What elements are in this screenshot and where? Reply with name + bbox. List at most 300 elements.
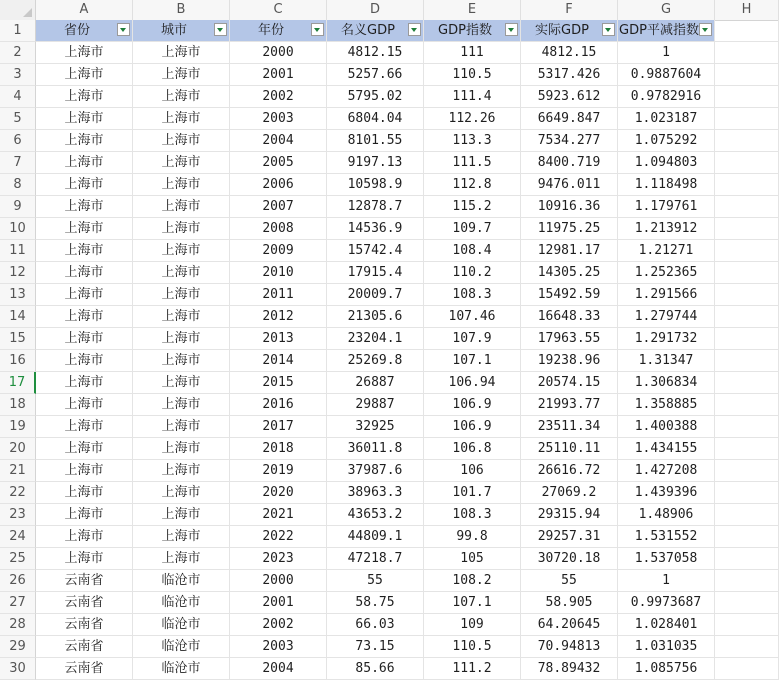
cell-b21[interactable]: 上海市 — [133, 460, 230, 482]
cell-b28[interactable]: 临沧市 — [133, 614, 230, 636]
cell-d16[interactable]: 25269.8 — [327, 350, 424, 372]
cell-a27[interactable]: 云南省 — [36, 592, 133, 614]
cell-c5[interactable]: 2003 — [230, 108, 327, 130]
cell-h19[interactable] — [715, 416, 779, 438]
cell-d28[interactable]: 66.03 — [327, 614, 424, 636]
cell-h8[interactable] — [715, 174, 779, 196]
column-header-a[interactable]: A — [36, 0, 133, 20]
cell-b20[interactable]: 上海市 — [133, 438, 230, 460]
cell-f14[interactable]: 16648.33 — [521, 306, 618, 328]
cell-c4[interactable]: 2002 — [230, 86, 327, 108]
row-header-19[interactable]: 19 — [0, 416, 36, 438]
cell-f17[interactable]: 20574.15 — [521, 372, 618, 394]
table-row — [36, 64, 779, 86]
cell-c9[interactable]: 2007 — [230, 196, 327, 218]
cell-a13[interactable]: 上海市 — [36, 284, 133, 306]
cell-c7[interactable]: 2005 — [230, 152, 327, 174]
cell-b19[interactable]: 上海市 — [133, 416, 230, 438]
cell-g8[interactable]: 1.118498 — [618, 174, 715, 196]
cell-a22[interactable]: 上海市 — [36, 482, 133, 504]
cell-c6[interactable]: 2004 — [230, 130, 327, 152]
cell-f13[interactable]: 15492.59 — [521, 284, 618, 306]
cell-g19[interactable]: 1.400388 — [618, 416, 715, 438]
cell-e3[interactable]: 110.5 — [424, 64, 521, 86]
cell-b8[interactable]: 上海市 — [133, 174, 230, 196]
row-header-9[interactable]: 9 — [0, 196, 36, 218]
row-header-27[interactable]: 27 — [0, 592, 36, 614]
cell-g28[interactable]: 1.028401 — [618, 614, 715, 636]
row-header-28[interactable]: 28 — [0, 614, 36, 636]
cell-b22[interactable]: 上海市 — [133, 482, 230, 504]
cell-a3[interactable]: 上海市 — [36, 64, 133, 86]
cell-a19[interactable]: 上海市 — [36, 416, 133, 438]
cell-d2[interactable]: 4812.15 — [327, 42, 424, 64]
row-header-14[interactable]: 14 — [0, 306, 36, 328]
cell-b29[interactable]: 临沧市 — [133, 636, 230, 658]
table-row — [36, 218, 779, 240]
cell-a25[interactable]: 上海市 — [36, 548, 133, 570]
cell-f2[interactable]: 4812.15 — [521, 42, 618, 64]
cell-a7[interactable]: 上海市 — [36, 152, 133, 174]
cell-e5[interactable]: 112.26 — [424, 108, 521, 130]
cell-e20[interactable]: 106.8 — [424, 438, 521, 460]
cell-g6[interactable]: 1.075292 — [618, 130, 715, 152]
cell-a4[interactable]: 上海市 — [36, 86, 133, 108]
cell-c30[interactable]: 2004 — [230, 658, 327, 680]
cell-f9[interactable]: 10916.36 — [521, 196, 618, 218]
row-header-29[interactable]: 29 — [0, 636, 36, 658]
cell-g21[interactable]: 1.427208 — [618, 460, 715, 482]
row-header-11[interactable]: 11 — [0, 240, 36, 262]
cell-b7[interactable]: 上海市 — [133, 152, 230, 174]
cell-h20[interactable] — [715, 438, 779, 460]
table-row — [36, 130, 779, 152]
cell-d19[interactable]: 32925 — [327, 416, 424, 438]
cell-h9[interactable] — [715, 196, 779, 218]
column-header-h[interactable]: H — [715, 0, 779, 20]
cell-a8[interactable]: 上海市 — [36, 174, 133, 196]
cell-e11[interactable]: 108.4 — [424, 240, 521, 262]
column-header-d[interactable]: D — [327, 0, 424, 20]
cell-a5[interactable]: 上海市 — [36, 108, 133, 130]
cell-d5[interactable]: 6804.04 — [327, 108, 424, 130]
cell-a26[interactable]: 云南省 — [36, 570, 133, 592]
cell-a24[interactable]: 上海市 — [36, 526, 133, 548]
cell-d14[interactable]: 21305.6 — [327, 306, 424, 328]
cell-f25[interactable]: 30720.18 — [521, 548, 618, 570]
cell-b30[interactable]: 临沧市 — [133, 658, 230, 680]
cell-h4[interactable] — [715, 86, 779, 108]
row-header-10[interactable]: 10 — [0, 218, 36, 240]
row-header-12[interactable]: 12 — [0, 262, 36, 284]
header-cell-f[interactable] — [521, 20, 618, 42]
cell-a2[interactable]: 上海市 — [36, 42, 133, 64]
row-header-1[interactable]: 1 — [0, 20, 36, 42]
cell-h5[interactable] — [715, 108, 779, 130]
cell-d13[interactable]: 20009.7 — [327, 284, 424, 306]
cell-f29[interactable]: 70.94813 — [521, 636, 618, 658]
cell-h16[interactable] — [715, 350, 779, 372]
cell-b25[interactable]: 上海市 — [133, 548, 230, 570]
cell-c14[interactable]: 2012 — [230, 306, 327, 328]
cell-h28[interactable] — [715, 614, 779, 636]
header-cell-e[interactable] — [424, 20, 521, 42]
cell-g18[interactable]: 1.358885 — [618, 394, 715, 416]
cell-e17[interactable]: 106.94 — [424, 372, 521, 394]
cell-c11[interactable]: 2009 — [230, 240, 327, 262]
cell-g11[interactable]: 1.21271 — [618, 240, 715, 262]
cell-a23[interactable]: 上海市 — [36, 504, 133, 526]
cell-g16[interactable]: 1.31347 — [618, 350, 715, 372]
cell-h18[interactable] — [715, 394, 779, 416]
cell-e29[interactable]: 110.5 — [424, 636, 521, 658]
cell-c10[interactable]: 2008 — [230, 218, 327, 240]
table-row — [36, 284, 779, 306]
row-header-20[interactable]: 20 — [0, 438, 36, 460]
cell-f6[interactable]: 7534.277 — [521, 130, 618, 152]
cell-c8[interactable]: 2006 — [230, 174, 327, 196]
cell-c25[interactable]: 2023 — [230, 548, 327, 570]
filter-dropdown-icon[interactable] — [311, 23, 324, 36]
cell-d29[interactable]: 73.15 — [327, 636, 424, 658]
cell-f26[interactable]: 55 — [521, 570, 618, 592]
cell-b15[interactable]: 上海市 — [133, 328, 230, 350]
column-header-g[interactable]: G — [618, 0, 715, 20]
table-row — [36, 86, 779, 108]
cell-e14[interactable]: 107.46 — [424, 306, 521, 328]
cell-b6[interactable]: 上海市 — [133, 130, 230, 152]
cell-c27[interactable]: 2001 — [230, 592, 327, 614]
cell-a29[interactable]: 云南省 — [36, 636, 133, 658]
cell-g9[interactable]: 1.179761 — [618, 196, 715, 218]
cell-g5[interactable]: 1.023187 — [618, 108, 715, 130]
row-header-16[interactable]: 16 — [0, 350, 36, 372]
cell-h2[interactable] — [715, 42, 779, 64]
cell-h22[interactable] — [715, 482, 779, 504]
cell-e21[interactable]: 106 — [424, 460, 521, 482]
cell-h23[interactable] — [715, 504, 779, 526]
cell-b17[interactable]: 上海市 — [133, 372, 230, 394]
header-cell-a[interactable] — [36, 20, 133, 42]
table-row — [36, 42, 779, 64]
cell-a28[interactable]: 云南省 — [36, 614, 133, 636]
cell-f20[interactable]: 25110.11 — [521, 438, 618, 460]
cell-h13[interactable] — [715, 284, 779, 306]
cell-f23[interactable]: 29315.94 — [521, 504, 618, 526]
cell-f7[interactable]: 8400.719 — [521, 152, 618, 174]
cell-f11[interactable]: 12981.17 — [521, 240, 618, 262]
column-header-c[interactable]: C — [230, 0, 327, 20]
row-header-5[interactable]: 5 — [0, 108, 36, 130]
cell-g29[interactable]: 1.031035 — [618, 636, 715, 658]
cell-c15[interactable]: 2013 — [230, 328, 327, 350]
header-label: 实际GDP — [535, 23, 589, 38]
cell-g7[interactable]: 1.094803 — [618, 152, 715, 174]
row-header-24[interactable]: 24 — [0, 526, 36, 548]
cell-d24[interactable]: 44809.1 — [327, 526, 424, 548]
cell-c16[interactable]: 2014 — [230, 350, 327, 372]
cell-a30[interactable]: 云南省 — [36, 658, 133, 680]
table-row — [36, 438, 779, 460]
cell-a20[interactable]: 上海市 — [36, 438, 133, 460]
cell-g12[interactable]: 1.252365 — [618, 262, 715, 284]
table-row — [36, 658, 779, 680]
row-header-4[interactable]: 4 — [0, 86, 36, 108]
cell-c2[interactable]: 2000 — [230, 42, 327, 64]
cell-c21[interactable]: 2019 — [230, 460, 327, 482]
filter-dropdown-icon[interactable] — [602, 23, 615, 36]
cell-e10[interactable]: 109.7 — [424, 218, 521, 240]
cell-d8[interactable]: 10598.9 — [327, 174, 424, 196]
row-header-15[interactable]: 15 — [0, 328, 36, 350]
cell-b2[interactable]: 上海市 — [133, 42, 230, 64]
cell-e28[interactable]: 109 — [424, 614, 521, 636]
cell-h26[interactable] — [715, 570, 779, 592]
cell-b18[interactable]: 上海市 — [133, 394, 230, 416]
cell-g15[interactable]: 1.291732 — [618, 328, 715, 350]
cell-h11[interactable] — [715, 240, 779, 262]
cell-f16[interactable]: 19238.96 — [521, 350, 618, 372]
cell-h6[interactable] — [715, 130, 779, 152]
cell-b27[interactable]: 临沧市 — [133, 592, 230, 614]
cell-h24[interactable] — [715, 526, 779, 548]
cell-a16[interactable]: 上海市 — [36, 350, 133, 372]
column-header-b[interactable]: B — [133, 0, 230, 20]
cell-c29[interactable]: 2003 — [230, 636, 327, 658]
cell-f22[interactable]: 27069.2 — [521, 482, 618, 504]
cell-e8[interactable]: 112.8 — [424, 174, 521, 196]
cell-e30[interactable]: 111.2 — [424, 658, 521, 680]
row-header-2[interactable]: 2 — [0, 42, 36, 64]
cell-d20[interactable]: 36011.8 — [327, 438, 424, 460]
cell-e23[interactable]: 108.3 — [424, 504, 521, 526]
cell-c3[interactable]: 2001 — [230, 64, 327, 86]
cell-e22[interactable]: 101.7 — [424, 482, 521, 504]
cell-d10[interactable]: 14536.9 — [327, 218, 424, 240]
table-row — [36, 592, 779, 614]
header-cell-g[interactable] — [618, 20, 715, 42]
cell-b9[interactable]: 上海市 — [133, 196, 230, 218]
cell-a6[interactable]: 上海市 — [36, 130, 133, 152]
cell-a11[interactable]: 上海市 — [36, 240, 133, 262]
cell-g20[interactable]: 1.434155 — [618, 438, 715, 460]
cell-f4[interactable]: 5923.612 — [521, 86, 618, 108]
table-row — [36, 636, 779, 658]
cell-a9[interactable]: 上海市 — [36, 196, 133, 218]
cell-a18[interactable]: 上海市 — [36, 394, 133, 416]
cell-d11[interactable]: 15742.4 — [327, 240, 424, 262]
filter-dropdown-icon[interactable] — [117, 23, 130, 36]
cell-c24[interactable]: 2022 — [230, 526, 327, 548]
cell-h3[interactable] — [715, 64, 779, 86]
cell-g30[interactable]: 1.085756 — [618, 658, 715, 680]
cell-d9[interactable]: 12878.7 — [327, 196, 424, 218]
cell-e12[interactable]: 110.2 — [424, 262, 521, 284]
cell-d6[interactable]: 8101.55 — [327, 130, 424, 152]
cell-g24[interactable]: 1.531552 — [618, 526, 715, 548]
cell-b16[interactable]: 上海市 — [133, 350, 230, 372]
cell-b3[interactable]: 上海市 — [133, 64, 230, 86]
cell-f28[interactable]: 64.20645 — [521, 614, 618, 636]
cell-b14[interactable]: 上海市 — [133, 306, 230, 328]
row-header-26[interactable]: 26 — [0, 570, 36, 592]
cell-h14[interactable] — [715, 306, 779, 328]
cell-e4[interactable]: 111.4 — [424, 86, 521, 108]
cell-g25[interactable]: 1.537058 — [618, 548, 715, 570]
cell-g13[interactable]: 1.291566 — [618, 284, 715, 306]
cell-c28[interactable]: 2002 — [230, 614, 327, 636]
cell-d30[interactable]: 85.66 — [327, 658, 424, 680]
column-header-e[interactable]: E — [424, 0, 521, 20]
cell-c12[interactable]: 2010 — [230, 262, 327, 284]
table-row — [36, 328, 779, 350]
cell-c17[interactable]: 2015 — [230, 372, 327, 394]
cell-d23[interactable]: 43653.2 — [327, 504, 424, 526]
cell-a12[interactable]: 上海市 — [36, 262, 133, 284]
cell-c26[interactable]: 2000 — [230, 570, 327, 592]
cell-c18[interactable]: 2016 — [230, 394, 327, 416]
cell-e2[interactable]: 111 — [424, 42, 521, 64]
cell-h7[interactable] — [715, 152, 779, 174]
cell-c22[interactable]: 2020 — [230, 482, 327, 504]
cell-b12[interactable]: 上海市 — [133, 262, 230, 284]
cell-d12[interactable]: 17915.4 — [327, 262, 424, 284]
row-header-22[interactable]: 22 — [0, 482, 36, 504]
cell-f15[interactable]: 17963.55 — [521, 328, 618, 350]
cell-e19[interactable]: 106.9 — [424, 416, 521, 438]
row-header-13[interactable]: 13 — [0, 284, 36, 306]
cell-d21[interactable]: 37987.6 — [327, 460, 424, 482]
cell-c13[interactable]: 2011 — [230, 284, 327, 306]
cell-b11[interactable]: 上海市 — [133, 240, 230, 262]
cell-e9[interactable]: 115.2 — [424, 196, 521, 218]
cell-h29[interactable] — [715, 636, 779, 658]
filter-dropdown-icon[interactable] — [505, 23, 518, 36]
cell-e24[interactable]: 99.8 — [424, 526, 521, 548]
filter-dropdown-icon[interactable] — [699, 23, 712, 36]
row-header-18[interactable]: 18 — [0, 394, 36, 416]
cell-a15[interactable]: 上海市 — [36, 328, 133, 350]
cell-f8[interactable]: 9476.011 — [521, 174, 618, 196]
cell-e6[interactable]: 113.3 — [424, 130, 521, 152]
cell-h25[interactable] — [715, 548, 779, 570]
cell-e25[interactable]: 105 — [424, 548, 521, 570]
column-header-f[interactable]: F — [521, 0, 618, 20]
cell-e15[interactable]: 107.9 — [424, 328, 521, 350]
row-header-25[interactable]: 25 — [0, 548, 36, 570]
header-label: 名义GDP — [341, 23, 395, 38]
cell-d4[interactable]: 5795.02 — [327, 86, 424, 108]
cell-g27[interactable]: 0.9973687 — [618, 592, 715, 614]
filter-dropdown-icon[interactable] — [408, 23, 421, 36]
cell-f5[interactable]: 6649.847 — [521, 108, 618, 130]
cell-b23[interactable]: 上海市 — [133, 504, 230, 526]
cell-g14[interactable]: 1.279744 — [618, 306, 715, 328]
cell-c23[interactable]: 2021 — [230, 504, 327, 526]
header-cell-c[interactable] — [230, 20, 327, 42]
cell-f27[interactable]: 58.905 — [521, 592, 618, 614]
header-cell-d[interactable] — [327, 20, 424, 42]
cell-a21[interactable]: 上海市 — [36, 460, 133, 482]
cell-g26[interactable]: 1 — [618, 570, 715, 592]
cell-d3[interactable]: 5257.66 — [327, 64, 424, 86]
cell-e7[interactable]: 111.5 — [424, 152, 521, 174]
row-header-17[interactable]: 17 — [0, 372, 36, 394]
cell-e26[interactable]: 108.2 — [424, 570, 521, 592]
cell-g10[interactable]: 1.213912 — [618, 218, 715, 240]
cell-c20[interactable]: 2018 — [230, 438, 327, 460]
cell-c19[interactable]: 2017 — [230, 416, 327, 438]
cell-b24[interactable]: 上海市 — [133, 526, 230, 548]
cell-d15[interactable]: 23204.1 — [327, 328, 424, 350]
empty-cell[interactable] — [715, 20, 779, 42]
cell-b26[interactable]: 临沧市 — [133, 570, 230, 592]
cell-h10[interactable] — [715, 218, 779, 240]
cell-e16[interactable]: 107.1 — [424, 350, 521, 372]
cell-g17[interactable]: 1.306834 — [618, 372, 715, 394]
cell-h27[interactable] — [715, 592, 779, 614]
cell-d18[interactable]: 29887 — [327, 394, 424, 416]
cell-b10[interactable]: 上海市 — [133, 218, 230, 240]
cell-f19[interactable]: 23511.34 — [521, 416, 618, 438]
cell-d22[interactable]: 38963.3 — [327, 482, 424, 504]
cell-d25[interactable]: 47218.7 — [327, 548, 424, 570]
cell-g2[interactable]: 1 — [618, 42, 715, 64]
cell-f12[interactable]: 14305.25 — [521, 262, 618, 284]
select-all-corner[interactable] — [0, 0, 36, 20]
cell-a10[interactable]: 上海市 — [36, 218, 133, 240]
cell-e27[interactable]: 107.1 — [424, 592, 521, 614]
cell-f21[interactable]: 26616.72 — [521, 460, 618, 482]
cell-f18[interactable]: 21993.77 — [521, 394, 618, 416]
cell-d26[interactable]: 55 — [327, 570, 424, 592]
row-header-6[interactable]: 6 — [0, 130, 36, 152]
row-header-21[interactable]: 21 — [0, 460, 36, 482]
cell-e13[interactable]: 108.3 — [424, 284, 521, 306]
cell-g23[interactable]: 1.48906 — [618, 504, 715, 526]
cell-h15[interactable] — [715, 328, 779, 350]
row-header-23[interactable]: 23 — [0, 504, 36, 526]
cell-h30[interactable] — [715, 658, 779, 680]
cell-a14[interactable]: 上海市 — [36, 306, 133, 328]
cell-f24[interactable]: 29257.31 — [521, 526, 618, 548]
cell-e18[interactable]: 106.9 — [424, 394, 521, 416]
cell-g22[interactable]: 1.439396 — [618, 482, 715, 504]
cell-h21[interactable] — [715, 460, 779, 482]
cell-d27[interactable]: 58.75 — [327, 592, 424, 614]
cell-g4[interactable]: 0.9782916 — [618, 86, 715, 108]
cell-b4[interactable]: 上海市 — [133, 86, 230, 108]
row-header-30[interactable]: 30 — [0, 658, 36, 680]
cell-d17[interactable]: 26887 — [327, 372, 424, 394]
header-label: GDP平减指数 — [619, 23, 699, 38]
cell-b13[interactable]: 上海市 — [133, 284, 230, 306]
filter-dropdown-icon[interactable] — [214, 23, 227, 36]
cell-d7[interactable]: 9197.13 — [327, 152, 424, 174]
cell-g3[interactable]: 0.9887604 — [618, 64, 715, 86]
header-cell-b[interactable] — [133, 20, 230, 42]
row-header-7[interactable]: 7 — [0, 152, 36, 174]
cell-a17[interactable]: 上海市 — [36, 372, 133, 394]
cell-b5[interactable]: 上海市 — [133, 108, 230, 130]
cell-f3[interactable]: 5317.426 — [521, 64, 618, 86]
cell-f10[interactable]: 11975.25 — [521, 218, 618, 240]
row-header-3[interactable]: 3 — [0, 64, 36, 86]
cell-h12[interactable] — [715, 262, 779, 284]
cell-h17[interactable] — [715, 372, 779, 394]
row-header-8[interactable]: 8 — [0, 174, 36, 196]
cell-f30[interactable]: 78.89432 — [521, 658, 618, 680]
